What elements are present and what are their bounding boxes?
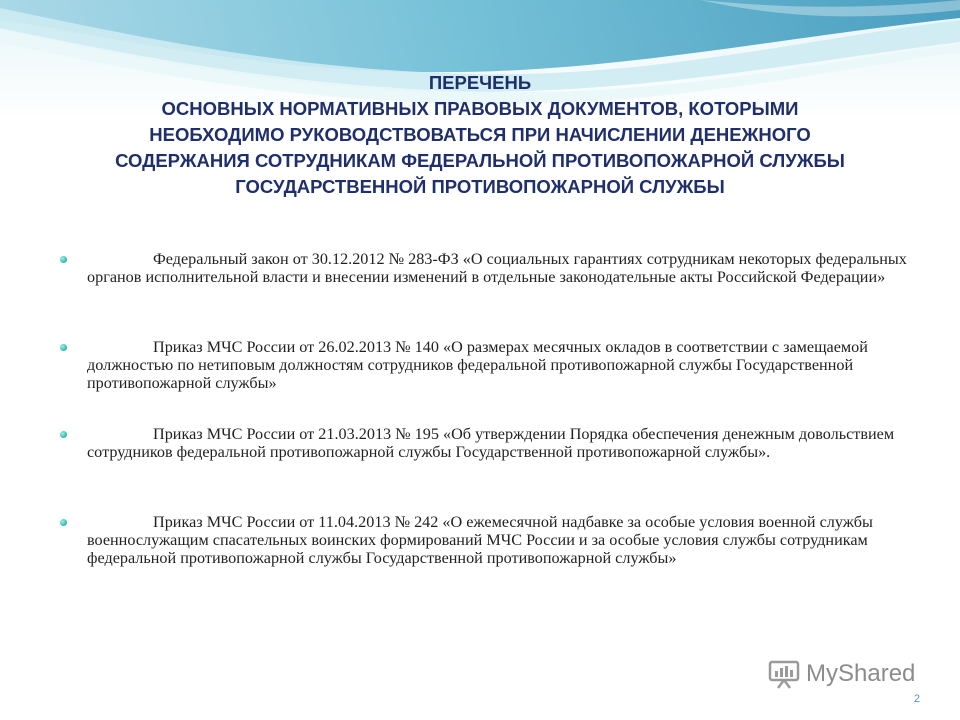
watermark-text: MyShared (806, 660, 916, 687)
slide-title (40, 70, 920, 200)
bullet-icon (60, 344, 67, 351)
list-item-text: Приказ МЧС России от 11.04.2013 № 242 «О ежемесячной надбавке за особые условия военной службы военнослужащим спасательных воинских формирований МЧС России и за особые условия службы сотрудникам федеральной противопожарной службы Государственной противопожарной службы» (87, 513, 873, 567)
title-line: НЕОБХОДИМО РУКОВОДСТВОВАТЬСЯ ПРИ НАЧИСЛЕНИИ ДЕНЕЖНОГО (149, 124, 811, 145)
list-item-text: Федеральный закон от 30.12.2012 № 283-ФЗ «О социальных гарантиях сотрудникам некоторых федеральных органов исполнительной власти и внесении изменений в отдельные законодательные акты Российской Федерации» (87, 250, 907, 286)
list-item (60, 513, 947, 567)
list-item (60, 425, 947, 461)
bullet-icon (60, 519, 67, 526)
list-item (60, 250, 947, 286)
title-line: ОСНОВНЫХ НОРМАТИВНЫХ ПРАВОВЫХ ДОКУМЕНТОВ, КОТОРЫМИ (161, 98, 799, 119)
list-item (60, 338, 947, 392)
title-line: ПЕРЕЧЕНЬ (428, 72, 532, 93)
title-line: СОДЕРЖАНИЯ СОТРУДНИКАМ ФЕДЕРАЛЬНОЙ ПРОТИВОПОЖАРНОЙ СЛУЖБЫ (115, 150, 845, 171)
watermark-logo (768, 657, 915, 691)
bullet-icon (60, 431, 67, 438)
list-item-text: Приказ МЧС России от 26.02.2013 № 140 «О размерах месячных окладов в соответствии с замещаемой должностью по нетиповым должностям сотрудников федеральной противопожарной службы Государственной противопожарной службы» (87, 338, 868, 392)
bullet-icon (60, 256, 67, 263)
presentation-icon (768, 659, 800, 689)
page-number: 2 (913, 693, 920, 705)
list-item-text: Приказ МЧС России от 21.03.2013 № 195 «Об утверждении Порядка обеспечения денежным довольствием сотрудников федеральной противопожарной службы Государственной противопожарной службы». (87, 425, 895, 461)
title-line: ГОСУДАРСТВЕННОЙ ПРОТИВОПОЖАРНОЙ СЛУЖБЫ (235, 176, 725, 197)
